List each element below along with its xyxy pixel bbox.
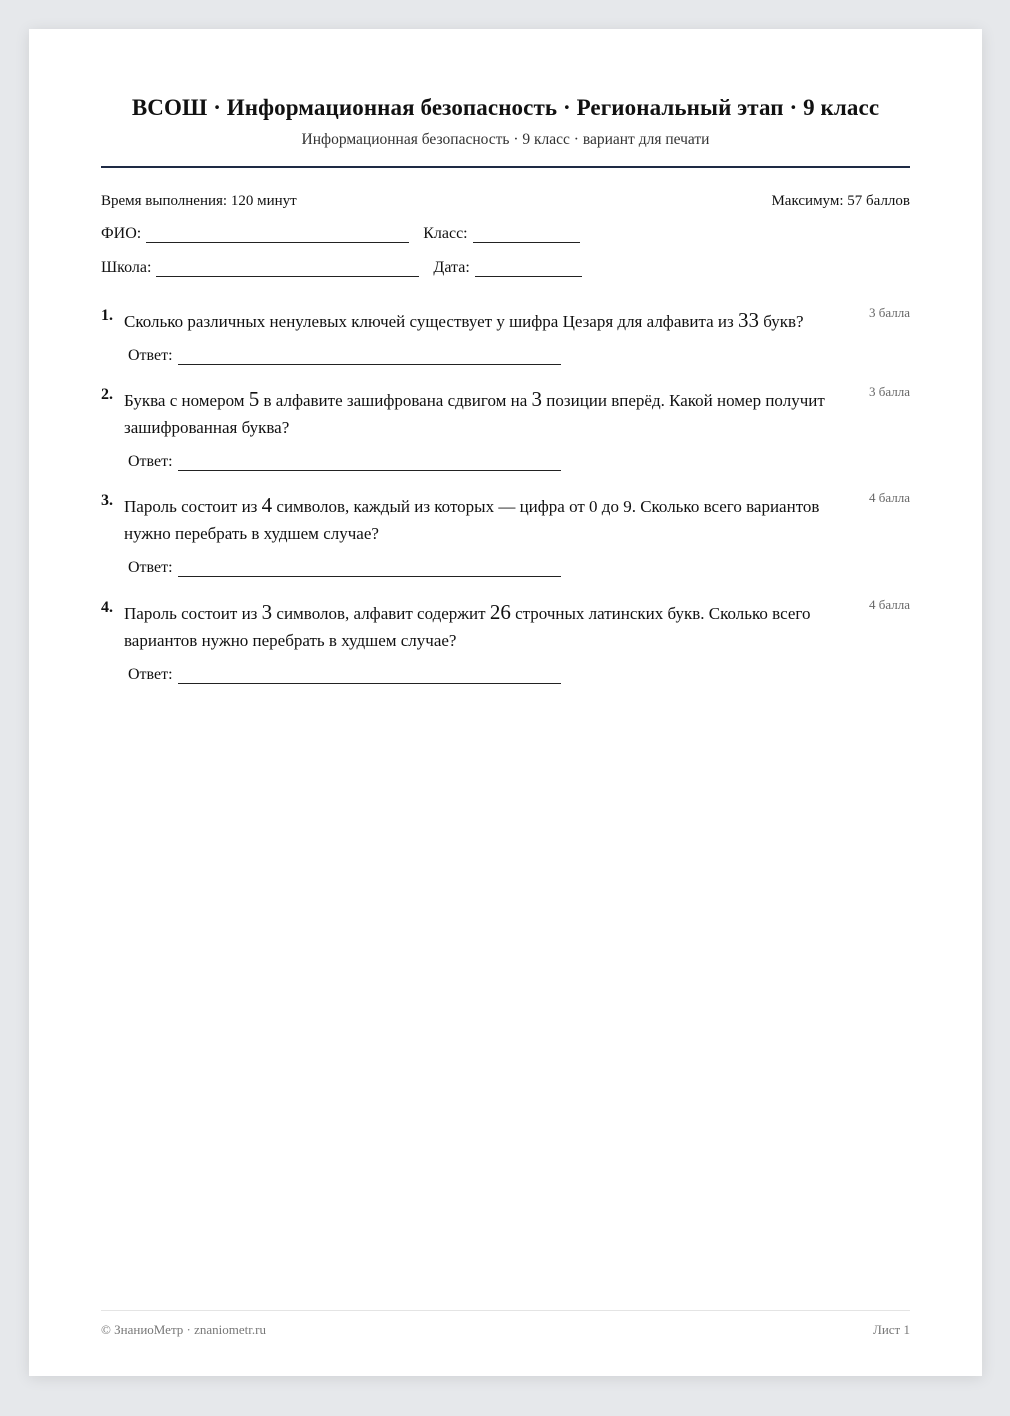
- question-text-part: позиции вперёд. Какой номер получит зашифрованная буква?: [124, 391, 825, 437]
- question-number-value: 3: [261, 600, 273, 624]
- question-text: [124, 386, 859, 441]
- footer-copyright: © ЗнаниоМетр · znaniometr.ru: [101, 1322, 266, 1337]
- answer-label: Ответ:: [128, 666, 173, 683]
- answer-row: [128, 666, 571, 684]
- question-text-part: Пароль состоит из: [124, 604, 262, 623]
- time-limit: Время выполнения: 120 минут: [101, 193, 297, 209]
- class-label: Класс:: [423, 225, 468, 242]
- answer-field[interactable]: [178, 350, 561, 365]
- page-title: ВСОШ · Информационная безопасность · Региональный этап · 9 класс: [131, 95, 880, 120]
- footer-page-number: Лист 1: [873, 1322, 910, 1337]
- date-label: Дата:: [433, 259, 470, 276]
- question-text: [124, 599, 859, 654]
- answer-label: Ответ:: [128, 453, 173, 470]
- answer-label: Ответ:: [128, 559, 173, 576]
- answer-field[interactable]: [178, 562, 561, 577]
- answer-row: [128, 559, 571, 577]
- field-row-fio-class: [101, 225, 590, 243]
- question-text-part: букв?: [758, 312, 804, 331]
- question-number-value: 33: [737, 308, 759, 332]
- question-points: 4 балла: [869, 490, 910, 505]
- school-label: Школа:: [101, 259, 152, 276]
- question-number-value: 4: [261, 493, 273, 517]
- question-text: [124, 492, 859, 547]
- answer-label: Ответ:: [128, 347, 173, 364]
- document-page: [29, 29, 982, 1376]
- answer-field[interactable]: [178, 456, 561, 471]
- question-points: 3 балла: [869, 384, 910, 399]
- question-number: 2.: [101, 386, 113, 403]
- answer-field[interactable]: [178, 669, 561, 684]
- question-text-part: Пароль состоит из: [124, 497, 262, 516]
- field-row-school-date: [101, 259, 592, 277]
- header-divider: [101, 166, 910, 168]
- question-text-part: строчных латинских букв. Сколько всего вариантов нужно перебрать в худшем случае?: [124, 604, 811, 650]
- date-field[interactable]: [475, 262, 582, 277]
- footer-divider: [101, 1310, 910, 1311]
- question-text-part: символов, алфавит содержит: [272, 604, 490, 623]
- fio-field[interactable]: [146, 228, 409, 243]
- question-text-part: в алфавите зашифрована сдвигом на: [259, 391, 532, 410]
- question-number: 3.: [101, 492, 113, 509]
- answer-row: [128, 347, 571, 365]
- question-number: 1.: [101, 307, 113, 324]
- question-number-value: 3: [531, 387, 543, 411]
- page-content: [101, 29, 910, 1376]
- question-points: 4 балла: [869, 597, 910, 612]
- answer-row: [128, 453, 571, 471]
- question-text: [124, 307, 859, 335]
- question-text-part: Буква с номером: [124, 391, 249, 410]
- page-subtitle: Информационная безопасность · 9 класс · вариант для печати: [301, 131, 710, 148]
- question-points: 3 балла: [869, 305, 910, 320]
- question-text-part: символов, каждый из которых — цифра от 0 до 9. Сколько всего вариантов нужно перебрать в худшем случае?: [124, 497, 820, 543]
- question-text-part: Сколько различных ненулевых ключей существует у шифра Цезаря для алфавита из: [124, 312, 738, 331]
- class-field[interactable]: [473, 228, 580, 243]
- school-field[interactable]: [156, 262, 419, 277]
- fio-label: ФИО:: [101, 225, 142, 242]
- question-number-value: 26: [489, 600, 511, 624]
- max-score: Максимум: 57 баллов: [771, 193, 910, 209]
- question-number-value: 5: [248, 387, 260, 411]
- question-number: 4.: [101, 599, 113, 616]
